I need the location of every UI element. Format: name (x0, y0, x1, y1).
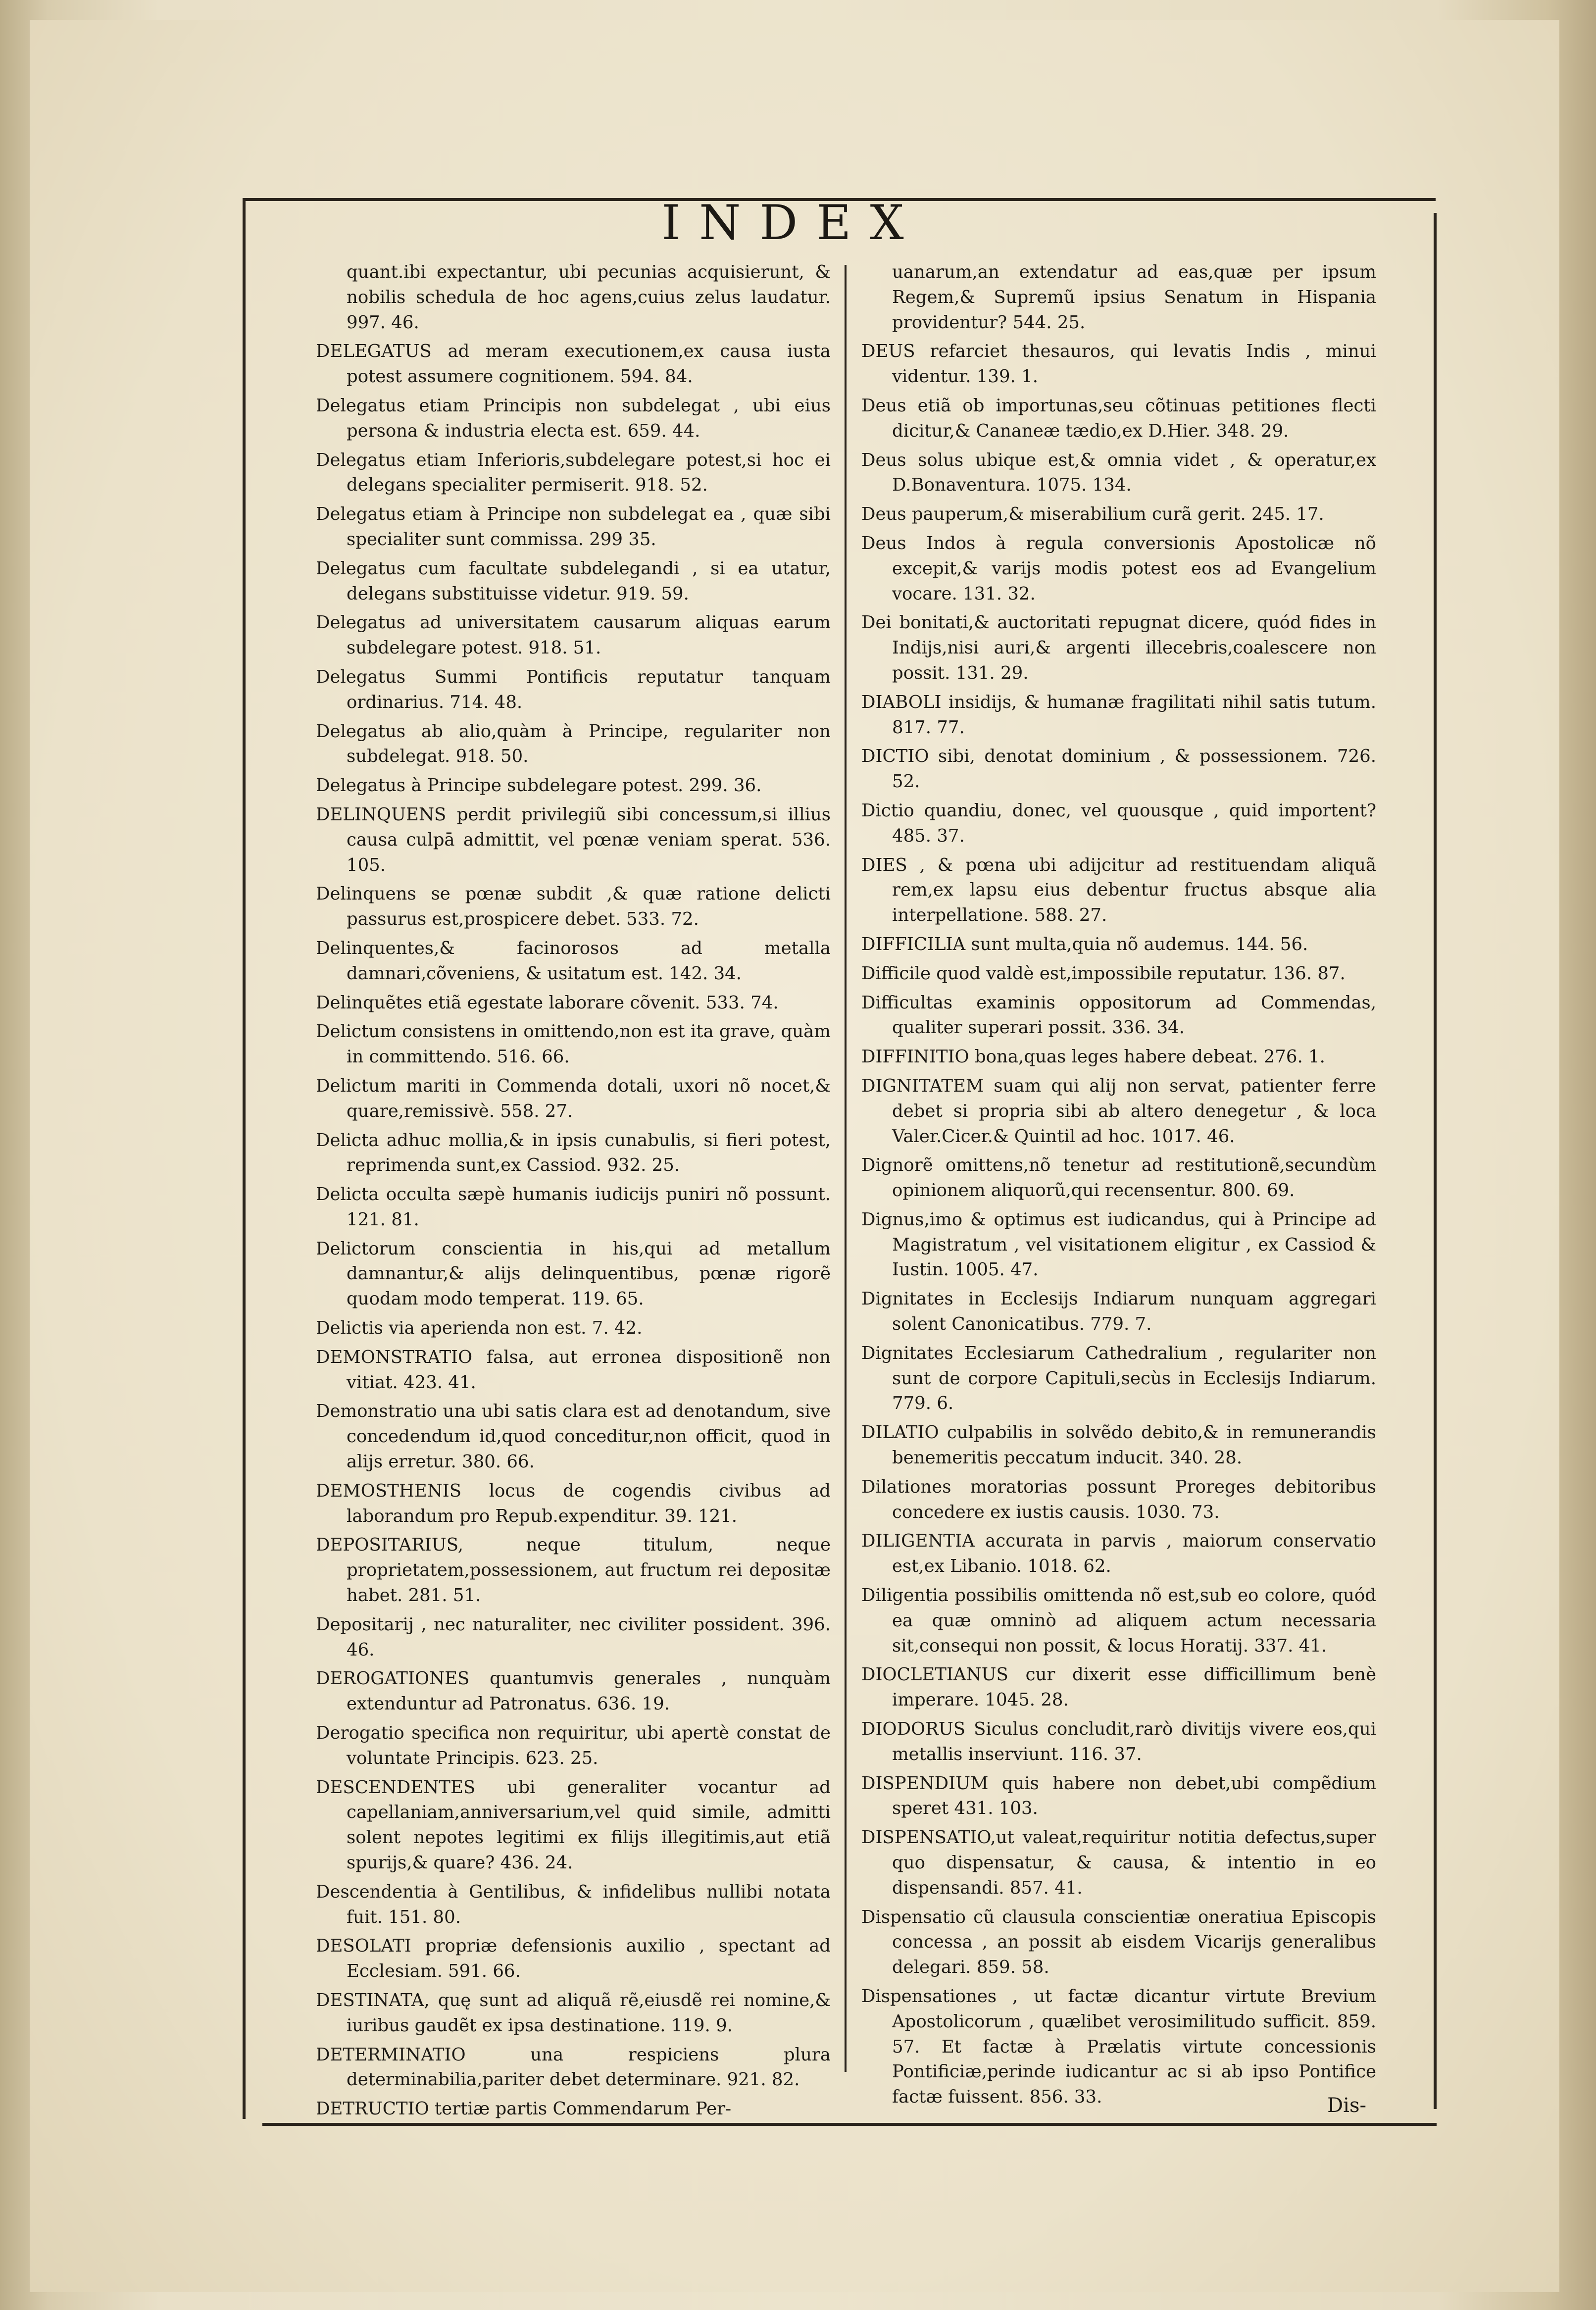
index-entry: Delinquentes,& facinorosos ad metalla damnari,cõveniens, & usitatum est. 142. 34. (316, 938, 831, 984)
index-entry: Delegatus etiam Inferioris,subdelegare potest,si hoc ei delegans specialiter permiserit. 918. 52. (316, 450, 831, 496)
index-entry: Dignitates Ecclesiarum Cathedralium , regulariter non sunt de corpore Capituli,secùs in Ecclesijs Indiarum. 779. 6. (861, 1343, 1376, 1414)
index-entry: Delegatus ab alio,quàm à Principe, regulariter non subdelegat. 918. 50. (316, 721, 831, 767)
index-entry: DESTINATA, quę sunt ad aliquã rẽ,eiusdẽ rei nomine,& iuribus gaudẽt ex ipsa destinatione. 119. 9. (316, 1990, 831, 2036)
index-entry: Delegatus ad universitatem causarum aliquas earum subdelegare potest. 918. 51. (316, 612, 831, 658)
index-entry: DIGNITATEM suam qui alij non servat, patienter ferre debet si propria sibi ab altero denegetur , & loca Valer.Cicer.& Quintil ad hoc. 1017. 46. (861, 1075, 1376, 1147)
index-entry: DIES , & pœna ubi adijcitur ad restituendam aliquã rem,ex lapsu eius debentur fructus absque alia interpellatione. 588. 27. (861, 854, 1376, 926)
index-entry: Difficultas examinis oppositorum ad Commendas, qualiter superari possit. 336. 34. (861, 992, 1376, 1038)
index-entry: DIABOLI insidijs, & humanæ fragilitati nihil satis tutum. 817. 77. (861, 692, 1376, 738)
index-entry: Delicta occulta sæpè humanis iudicijs puniri nõ possunt. 121. 81. (316, 1184, 831, 1230)
index-entry: DETRUCTIO tertiæ partis Commendarum Per- (316, 2099, 732, 2119)
index-entry: Diligentia possibilis omittenda nõ est,sub eo colore, quód ea quæ omninò ad aliquem actum necessaria sit,consequi non possit, & locus Horatij. 337. 41. (861, 1585, 1376, 1656)
index-entry: Delegatus cum facultate subdelegandi , si ea utatur, delegans substituisse videtur. 919. 59. (316, 558, 831, 604)
index-entry: Delinquens se pœnæ subdit ,& quæ ratione delicti passurus est,prospicere debet. 533. 72. (316, 884, 831, 930)
index-entry: Delictorum conscientia in his,qui ad metallum damnantur,& alijs delinquentibus, pœnæ rigorẽ quodam modo temperat. 119. 65. (316, 1238, 831, 1309)
index-column-left (316, 260, 831, 2126)
index-entry: DILATIO culpabilis in solvẽdo debito,& in remunerandis benemeritis peccatum inducit. 340. 28. (861, 1422, 1376, 1468)
index-entry: DEMOSTHENIS locus de cogendis civibus ad laborandum pro Repub.expenditur. 39. 121. (316, 1480, 831, 1526)
index-entry: Dispensatio cũ clausula conscientiæ oneratiua Episcopis concessa , an possit ab eisdem Vicarijs generalibus delegari. 859. 58. (861, 1907, 1376, 1978)
index-entry: DIFFINITIO bona,quas leges habere debeat. 276. 1. (861, 1047, 1325, 1067)
index-entry: Delicta adhuc mollia,& in ipsis cunabulis, si fieri potest, reprimenda sunt,ex Cassiod. 932. 25. (316, 1130, 831, 1176)
index-entry: Demonstratio una ubi satis clara est ad denotandum, sive concedendum id,quod conceditur,non officit, quod in alijs erretur. 380. 66. (316, 1401, 831, 1472)
index-entry: DIFFICILIA sunt multa,quia nõ audemus. 144. 56. (861, 934, 1308, 954)
index-entry: Depositarij , nec naturaliter, nec civiliter possident. 396. 46. (316, 1614, 831, 1660)
index-entry: Dignus,imo & optimus est iudicandus, qui à Principe ad Magistratum , vel visitationem eligitur , ex Cassiod & Iustin. 1005. 47. (861, 1209, 1376, 1280)
index-entry: Deus solus ubique est,& omnia videt , & operatur,ex D.Bonaventura. 1075. 134. (861, 450, 1376, 496)
frame-left-rule (243, 198, 246, 2119)
index-entry: DILIGENTIA accurata in parvis , maiorum conservatio est,ex Libanio. 1018. 62. (861, 1531, 1376, 1577)
index-entry: Derogatio specifica non requiritur, ubi apertè constat de voluntate Principis. 623. 25. (316, 1723, 831, 1768)
index-entry: Delegatus à Principe subdelegare potest. 299. 36. (316, 775, 762, 796)
index-entry: Dilationes moratorias possunt Proreges debitoribus concedere ex iustis causis. 1030. 73. (861, 1476, 1376, 1522)
index-column-right (861, 260, 1376, 2114)
index-entry: Dei bonitati,& auctoritati repugnat dicere, quód fides in Indijs,nisi auri,& argenti illecebris,coalescere non possit. 131. 29. (861, 612, 1376, 683)
index-entry: Delictis via aperienda non est. 7. 42. (316, 1318, 643, 1339)
index-entry: Deus pauperum,& miserabilium curã gerit. 245. 17. (861, 504, 1324, 525)
index-entry: DISPENDIUM quis habere non debet,ubi compẽdium speret 431. 103. (861, 1773, 1376, 1819)
frame-right-rule (1434, 213, 1437, 2109)
index-entry: Dignitates in Ecclesijs Indiarum nunquam aggregari solent Canonicatibus. 779. 7. (861, 1289, 1376, 1335)
index-entry: DISPENSATIO,ut valeat,requiritur notitia defectus,super quo dispensatur, & causa, & intentio in eo dispensandi. 857. 41. (861, 1827, 1376, 1898)
catchword: Dis- (1327, 2094, 1366, 2117)
index-entry: Difficile quod valdè est,impossibile reputatur. 136. 87. (861, 963, 1346, 984)
index-entry: DEMONSTRATIO falsa, aut erronea dispositionẽ non vitiat. 423. 41. (316, 1347, 831, 1393)
index-entry: DELINQUENS perdit privilegiũ sibi concessum,si illius causa culpā admittit, vel pœnæ veniam sperat. 536. 105. (316, 804, 831, 875)
index-entry: DIOCLETIANUS cur dixerit esse difficillimum benè imperare. 1045. 28. (861, 1664, 1376, 1710)
index-entry: DESOLATI propriæ defensionis auxilio , spectant ad Ecclesiam. 591. 66. (316, 1936, 831, 1982)
column-divider (845, 265, 847, 2072)
page-title: INDEX (661, 195, 923, 251)
index-entry: Deus Indos à regula conversionis Apostolicæ nõ excepit,& varijs modis potest eos ad Evangelium vocare. 131. 32. (861, 533, 1376, 604)
index-entry: DEUS refarciet thesauros, qui levatis Indis , minui videntur. 139. 1. (861, 341, 1376, 387)
index-entry: Delegatus Summi Pontificis reputatur tanquam ordinarius. 714. 48. (316, 666, 831, 712)
index-entry: Dignorẽ omittens,nõ tenetur ad restitutionẽ,secundùm opinionem aliquorũ,qui recensentur. 800. 69. (861, 1155, 1376, 1201)
index-entry: Delinquẽtes etiã egestate laborare cõvenit. 533. 74. (316, 992, 779, 1013)
index-entry: Deus etiã ob importunas,seu cõtinuas petitiones flecti dicitur,& Cananeæ tædio,ex D.Hier. 348. 29. (861, 395, 1376, 441)
index-entry: uanarum,an extendatur ad eas,quæ per ipsum Regem,& Supremũ ipsius Senatum in Hispania providentur? 544. 25. (892, 262, 1376, 333)
index-entry: DICTIO sibi, denotat dominium , & possessionem. 726. 52. (861, 746, 1376, 792)
index-entry: DIODORUS Siculus concludit,rarò divitijs vivere eos,qui metallis inserviunt. 116. 37. (861, 1719, 1376, 1764)
index-entry: Descendentia à Gentilibus, & infidelibus nullibi notata fuit. 151. 80. (316, 1881, 831, 1927)
index-entry: DELEGATUS ad meram executionem,ex causa iusta potest assumere cognitionem. 594. 84. (316, 341, 831, 387)
index-entry: Delegatus etiam à Principe non subdelegat ea , quæ sibi specialiter sunt commissa. 299 35. (316, 504, 831, 550)
index-entry: DETERMINATIO una respiciens plura determinabilia,pariter debet determinare. 921. 82. (316, 2044, 831, 2090)
index-entry: quant.ibi expectantur, ubi pecunias acquisierunt, & nobilis schedula de hoc agens,cuius zelus laudatur. 997. 46. (347, 262, 831, 333)
index-entry: DESCENDENTES ubi generaliter vocantur ad capellaniam,anniversarium,vel quid simile, admitti solent nepotes legitimi ex filijs illegitimis,aut etiã spurijs,& quare? 436. 24. (316, 1777, 831, 1873)
index-entry: Delictum consistens in omittendo,non est ita grave, quàm in committendo. 516. 66. (316, 1021, 831, 1067)
index-entry: DEPOSITARIUS, neque titulum, neque proprietatem,possessionem, aut fructum rei depositæ habet. 281. 51. (316, 1535, 831, 1606)
index-entry: Delegatus etiam Principis non subdelegat , ubi eius persona & industria electa est. 659. 44. (316, 395, 831, 441)
index-entry: Dictio quandiu, donec, vel quousque , quid importent? 485. 37. (861, 800, 1376, 846)
index-entry: Dispensationes , ut factæ dicantur virtute Brevium Apostolicorum , quælibet verosimilitudo sufficit. 859. 57. Et factæ à Prælatis virtute concessionis Pontificiæ,perinde iudicantur ac si ab ipso Pontifice factæ fuissent. 856. 33. (861, 1986, 1376, 2108)
index-entry: Delictum mariti in Commenda dotali, uxori nõ nocet,& quare,remissivè. 558. 27. (316, 1075, 831, 1121)
index-entry: DEROGATIONES quantumvis generales , nunquàm extenduntur ad Patronatus. 636. 19. (316, 1668, 831, 1714)
